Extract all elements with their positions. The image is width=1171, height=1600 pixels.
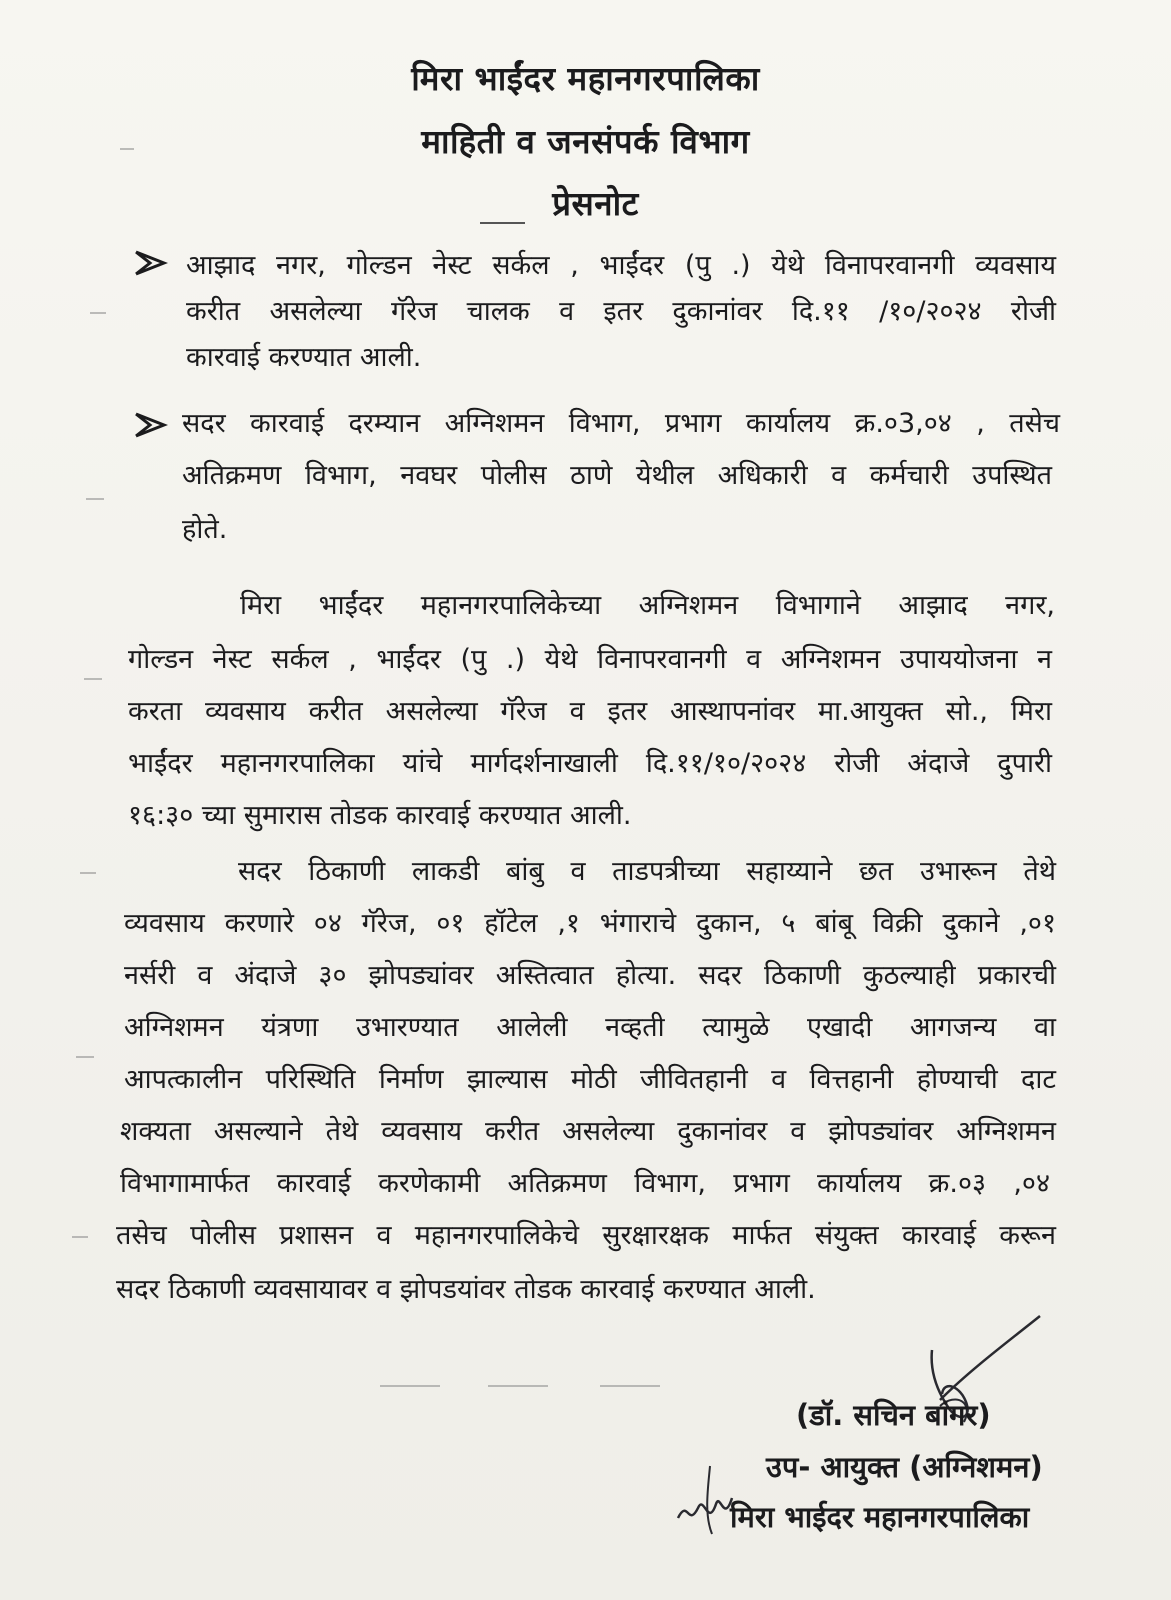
bullet-line: करीत असलेल्या गॅरेज चालक व इतर दुकानांवर दि.११ /१०/२०२४ रोजी (186, 296, 1056, 327)
paragraph-line: सदर ठिकाणी लाकडी बांबु व ताडपत्रीच्या सहाय्याने छत उभारून तेथे (238, 856, 1056, 887)
paragraph-line: आपत्कालीन परिस्थिति निर्माण झाल्यास मोठी जीवितहानी व वित्तहानी होण्याची दाट (124, 1064, 1056, 1095)
margin-mark (84, 678, 102, 680)
signatory-designation: उप- आयुक्त (अग्निशमन) (766, 1450, 1043, 1484)
margin-mark (86, 498, 104, 500)
signatory-name: (डॉ. सचिन बांगर) (796, 1398, 991, 1432)
department-heading: माहिती व जनसंपर्क विभाग (421, 122, 750, 161)
bullet-line: अतिक्रमण विभाग, नवघर पोलीस ठाणे येथील अधिकारी व कर्मचारी उपस्थित (182, 460, 1052, 491)
paragraph-line: मिरा भाईंदर महानगरपालिकेच्या अग्निशमन विभागाने आझाद नगर, (240, 590, 1055, 621)
paragraph-line: व्यवसाय करणारे ०४ गॅरेज, ०१ हॉटेल ,१ भंगाराचे दुकान, ५ बांबू विक्री दुकाने ,०१ (124, 908, 1056, 939)
bullet-line: आझाद नगर, गोल्डन नेस्ट सर्कल , भाईंदर (पु .) येथे विनापरवानगी व्यवसाय (186, 250, 1056, 281)
paragraph-line: करता व्यवसाय करीत असलेल्या गॅरेज व इतर आस्थापनांवर मा.आयुक्त सो., मिरा (128, 696, 1052, 727)
doc-type-underline (480, 222, 525, 224)
paragraph-line: १६:३० च्या सुमारास तोडक कारवाई करण्यात आली. (128, 800, 632, 831)
margin-mark (600, 1385, 660, 1387)
bullet-item (120, 400, 1080, 550)
bullet-line: कारवाई करण्यात आली. (186, 342, 422, 373)
margin-mark (488, 1385, 548, 1387)
arrow-bullet-icon (134, 248, 168, 288)
bullet-line: होते. (182, 514, 228, 545)
margin-mark (80, 872, 96, 874)
paragraph-line: सदर ठिकाणी व्यवसायावर व झोपडयांवर तोडक कारवाई करण्यात आली. (116, 1274, 816, 1305)
margin-mark (76, 1056, 94, 1058)
paragraph-line: शक्यता असल्याने तेथे व्यवसाय करीत असलेल्या दुकानांवर व झोपड्यांवर अग्निशमन (120, 1116, 1056, 1147)
doc-type-heading: प्रेसनोट (552, 184, 639, 223)
arrow-bullet-icon (134, 410, 168, 450)
bullet-item (120, 246, 1080, 386)
margin-mark (72, 1236, 88, 1238)
paragraph-line: तसेच पोलीस प्रशासन व महानगरपालिकेचे सुरक्षारक्षक मार्फत संयुक्त कारवाई करून (116, 1220, 1056, 1251)
bullet-line: सदर कारवाई दरम्यान अग्निशमन विभाग, प्रभाग कार्यालय क्र.०3,०४ , तसेच (182, 408, 1060, 439)
paragraph-line: विभागामार्फत कारवाई करणेकामी अतिक्रमण विभाग, प्रभाग कार्यालय क्र.०३ ,०४ (120, 1168, 1050, 1199)
paragraph-line: अग्निशमन यंत्रणा उभारण्यात आलेली नव्हती त्यामुळे एखादी आगजन्य वा (124, 1012, 1056, 1043)
paragraph-line: भाईंदर महानगरपालिका यांचे मार्गदर्शनाखाली दि.११/१०/२०२४ रोजी अंदाजे दुपारी (128, 748, 1052, 779)
margin-mark (380, 1385, 440, 1387)
initials-scribble-icon (668, 1458, 748, 1538)
paragraph-line: गोल्डन नेस्ट सर्कल , भाईंदर (पु .) येथे विनापरवानगी व अग्निशमन उपाययोजना न (128, 644, 1052, 675)
signatory-org: मिरा भाईदर महानगरपालिका (730, 1500, 1030, 1534)
margin-mark (90, 312, 106, 314)
paragraph-line: नर्सरी व अंदाजे ३० झोपड्यांवर अस्तित्वात होत्या. सदर ठिकाणी कुठल्याही प्रकारची (124, 960, 1056, 991)
org-heading: मिरा भाईंदर महानगरपालिका (411, 59, 760, 98)
